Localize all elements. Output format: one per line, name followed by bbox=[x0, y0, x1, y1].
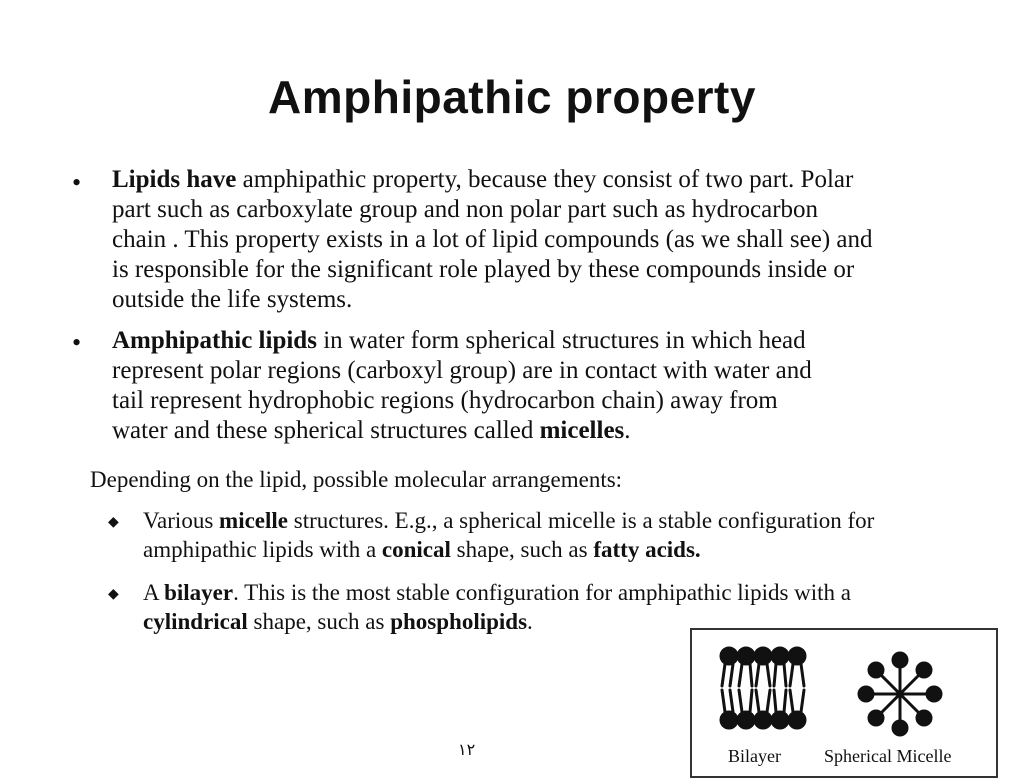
bullet-dot: • bbox=[72, 328, 82, 357]
text-line bbox=[112, 195, 873, 225]
micelle-icon bbox=[859, 653, 941, 735]
diamond-bullet-icon: ◆ bbox=[108, 514, 119, 530]
text-run: . bbox=[527, 609, 533, 634]
spherical-micelle-label: Spherical Micelle bbox=[824, 746, 952, 766]
text-run: in water form spherical structures in which head bbox=[316, 327, 806, 354]
text-run: water and these spherical structures called bbox=[112, 417, 540, 444]
text-run: is responsible for the significant role played by these compounds inside or bbox=[112, 256, 855, 283]
bullet-paragraph-lipids bbox=[112, 165, 873, 315]
text-run: chain . This property exists in a lot of lipid compounds (as we shall see) and bbox=[112, 226, 873, 253]
text-run: amphipathic property, because they consist of two part. Polar bbox=[236, 166, 854, 193]
text-line bbox=[112, 285, 873, 315]
text-line bbox=[143, 506, 874, 535]
bullet-dot: • bbox=[72, 168, 82, 197]
bold-text: cylindrical bbox=[143, 609, 248, 634]
text-run: Various bbox=[143, 508, 220, 533]
page-number: ١٢ bbox=[458, 740, 476, 759]
text-run: represent polar regions (carboxyl group) are in contact with water and bbox=[112, 357, 812, 384]
bold-text: bilayer bbox=[164, 580, 234, 605]
text-run: amphipathic lipids with a bbox=[143, 537, 382, 562]
sub-bullet-micelle bbox=[143, 506, 874, 564]
text-run: outside the life systems. bbox=[112, 286, 353, 313]
text-line bbox=[112, 165, 873, 195]
arrangements-intro: Depending on the lipid, possible molecular arrangements: bbox=[90, 467, 623, 492]
slide-title: Amphipathic property bbox=[268, 71, 756, 123]
diamond-bullet-icon: ◆ bbox=[108, 586, 119, 602]
text-line bbox=[112, 416, 812, 446]
bold-text: Lipids have bbox=[112, 166, 237, 193]
bold-text: phospholipids bbox=[390, 609, 528, 634]
lipid-arrangement-figure bbox=[690, 628, 998, 778]
bullet-paragraph-amphipathic-lipids bbox=[112, 326, 812, 446]
bold-text: micelle bbox=[219, 508, 288, 533]
text-run: part such as carboxylate group and non polar part such as hydrocarbon bbox=[112, 196, 819, 223]
text-run: . bbox=[624, 417, 631, 444]
bold-text: Amphipathic lipids bbox=[112, 327, 317, 354]
text-run: . This is the most stable configuration for amphipathic lipids with a bbox=[233, 580, 852, 605]
bold-text: micelles bbox=[539, 417, 625, 444]
text-run: shape, such as bbox=[450, 537, 594, 562]
text-line bbox=[143, 535, 874, 564]
text-run: structures. E.g., a spherical micelle is a stable configuration for bbox=[288, 508, 875, 533]
text-run: A bbox=[143, 580, 165, 605]
bold-text: conical bbox=[381, 537, 451, 562]
text-line bbox=[143, 578, 851, 607]
text-line bbox=[112, 356, 812, 386]
text-line bbox=[112, 386, 812, 416]
bold-text: fatty acids. bbox=[593, 537, 701, 562]
text-line bbox=[112, 326, 812, 356]
bilayer-icon bbox=[721, 648, 805, 728]
text-line bbox=[112, 225, 873, 255]
bilayer-micelle-diagram bbox=[692, 630, 996, 744]
bilayer-label: Bilayer bbox=[728, 746, 781, 766]
text-run: shape, such as bbox=[247, 609, 391, 634]
text-run: tail represent hydrophobic regions (hydrocarbon chain) away from bbox=[112, 387, 778, 414]
text-line bbox=[112, 255, 873, 285]
